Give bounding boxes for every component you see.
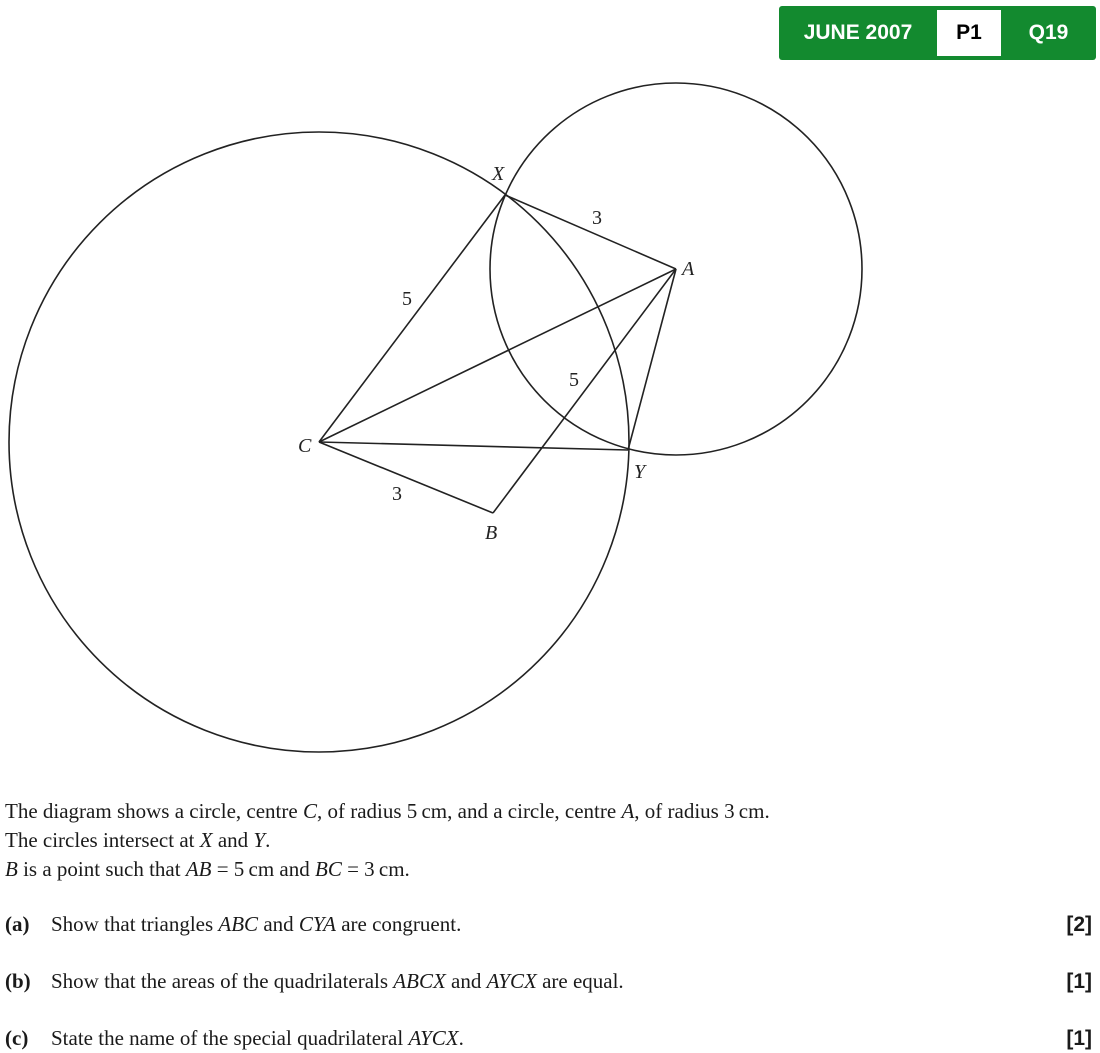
- question-part-a: [5, 910, 1092, 939]
- part-marks: [1]: [1066, 970, 1092, 993]
- part-label: (c): [5, 1026, 29, 1050]
- length-cx: 5: [402, 288, 412, 310]
- segment-ay: [628, 269, 676, 450]
- segment-xa: [505, 195, 676, 269]
- question-part-b: [5, 967, 1092, 996]
- label-point-c: C: [298, 435, 312, 457]
- label-point-a: A: [682, 258, 695, 280]
- part-text: (c) State the name of the special quadrilateral AYCX.: [5, 1024, 464, 1053]
- length-cb: 3: [392, 483, 402, 505]
- part-text: (a) Show that triangles ABC and CYA are congruent.: [5, 910, 461, 939]
- segment-ba: [493, 269, 676, 513]
- question-part-c: [5, 1024, 1092, 1053]
- segment-cx: [319, 195, 505, 442]
- question-stem: [5, 797, 770, 884]
- label-point-y: Y: [634, 461, 646, 483]
- segment-ca: [319, 269, 676, 442]
- part-label: (b): [5, 969, 31, 993]
- part-marks: [2]: [1066, 913, 1092, 936]
- part-text: (b) Show that the areas of the quadrilaterals ABCX and AYCX are equal.: [5, 967, 624, 996]
- paper-number: P1: [937, 10, 1001, 56]
- segment-cb: [319, 442, 493, 513]
- segment-cy: [319, 442, 628, 450]
- label-point-x: X: [492, 163, 505, 185]
- stem-line-3: B is a point such that AB = 5 cm and BC = 3 cm.: [5, 857, 410, 881]
- length-ba: 5: [569, 369, 579, 391]
- stem-line-2: The circles intersect at X and Y.: [5, 828, 271, 852]
- part-label: (a): [5, 912, 30, 936]
- part-marks: [1]: [1066, 1027, 1092, 1050]
- question-number: Q19: [1028, 21, 1069, 44]
- length-xa: 3: [592, 207, 602, 229]
- stem-line-1: The diagram shows a circle, centre C, of radius 5 cm, and a circle, centre A, of radius 3 cm.: [5, 799, 770, 823]
- label-point-b: B: [485, 522, 498, 544]
- exam-session: JUNE 2007: [803, 21, 913, 44]
